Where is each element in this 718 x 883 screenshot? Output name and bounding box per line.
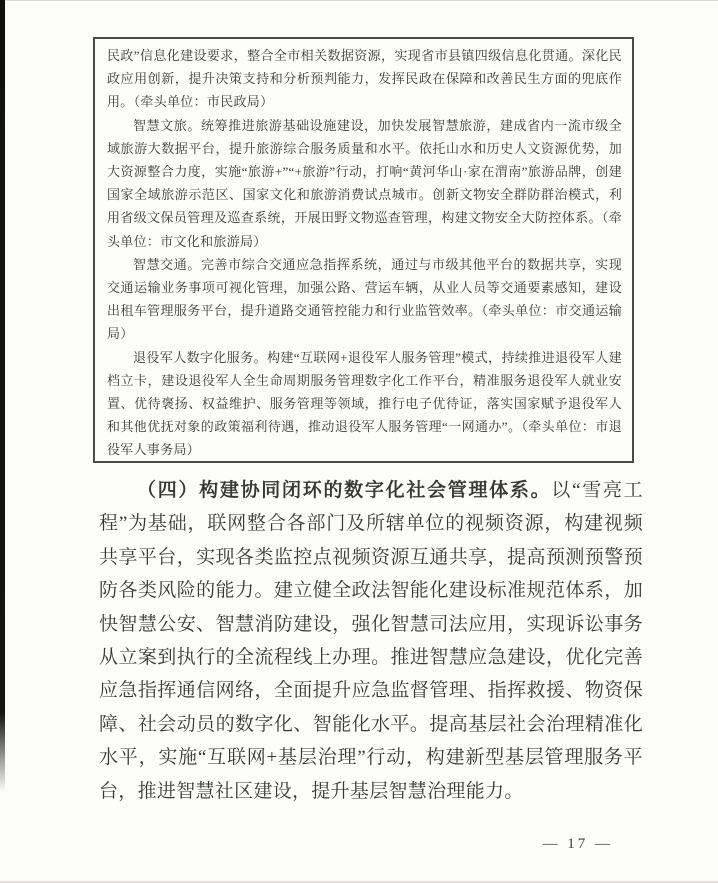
box-paragraph-wenlv: 智慧文旅。统筹推进旅游基础设施建设，加快发展智慧旅游，建成省内一流市级全域旅游大数据平台，提升旅游综合服务质量和水平。依托山水和历史人文资源优势，加大资源整合力度，实施“旅游+”“+旅游”行动，打响“黄河华山·家在渭南”旅游品牌，创建国家全域旅游示范区、国家文化和旅游消费试点城市。创新文物安全群防群治模式，利用省级文保员管理及巡查系统，开展田野文物巡查管理，构建文物安全大防控体系。（牵头单位：市文化和旅游局） bbox=[107, 117, 622, 249]
box-paragraph-tiyu bbox=[107, 462, 622, 463]
scan-edge-artifact-left bbox=[0, 0, 5, 792]
section-body-text: 以“雪亮工程”为基础，联网整合各部门及所辖单位的视频资源，构建视频共享平台，实现各类监控点视频资源互通共享，提高预测预警预防各类风险的能力。建立健全政法智能化建设标准规范体系，加快智慧公安、智慧消防建设，强化智慧司法应用，实现诉讼事务从立案到执行的全流程线上办理。推进智慧应急建设，优化完善应急指挥通信网络，全面提升应急监督管理、指挥救援、物资保障、社会动员的数字化、智能化水平。提高基层社会治理精准化水平，实施“互联网+基层治理”行动，构建新型基层管理服务平台，推进智慧社区建设，提升基层智慧治理能力。 bbox=[99, 480, 643, 802]
box-paragraph-minzheng: 民政”信息化建设要求，整合全市相关数据资源，实现省市县镇四级信息化贯通。深化民政应用创新，提升决策支持和分析预判能力，发挥民政在保障和改善民生方面的兜底作用。（牵头单位：市民政局） bbox=[107, 48, 622, 110]
body-paragraph bbox=[99, 474, 643, 808]
section-heading: （四）构建协同闭环的数字化社会管理体系。 bbox=[137, 480, 552, 501]
boxed-annex-section bbox=[93, 37, 634, 463]
box-paragraph-jiaotong: 智慧交通。完善市综合交通应急指挥系统，通过与市级其他平台的数据共享，实现交通运输业务事项可视化管理，加强公路、营运车辆，从业人员等交通要素感知，建设出租车管理服务平台，提升道路交通管控能力和行业监管效率。（牵头单位：市交通运输局） bbox=[107, 256, 622, 342]
scan-edge-artifact-top bbox=[0, 0, 718, 1]
body-section bbox=[99, 474, 643, 808]
page-number: — 17 — bbox=[542, 836, 613, 852]
box-paragraph-tuiyijunren: 退役军人数字化服务。构建“互联网+退役军人服务管理”模式，持续推进退役军人建档立卡，建设退役军人全生命周期服务管理数字化工作平台，精准服务退役军人就业安置、优待褒扬、权益维护、服务管理等领域，推行电子优待证，落实国家赋予退役军人和其他优抚对象的政策福利待遇，推动退役军人服务管理“一网通办”。（牵头单位：市退役军人事务局） bbox=[107, 349, 622, 458]
